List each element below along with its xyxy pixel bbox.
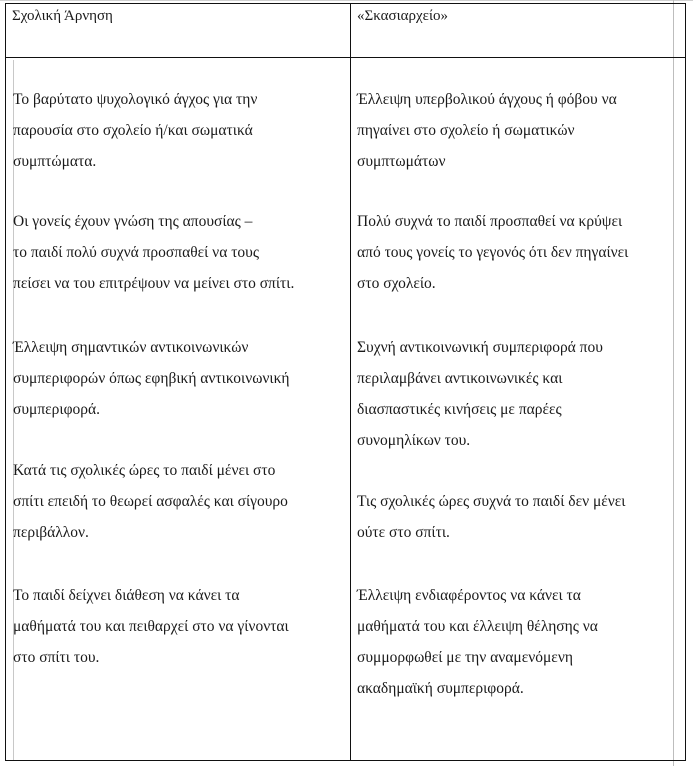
table-cell-right-1: Έλλειψη υπερβολικού άγχους ή φόβου να πηγαίνει στο σχολείο ή σωματικών συμπτωμάτων [357, 91, 617, 170]
table-cell-left-3: Έλλειψη σημαντικών αντικοινωνικών συμπεριφορών όπως εφηβική αντικοινωνική συμπεριφορά. [13, 339, 290, 418]
table-cell-right-3: Συχνή αντικοινωνική συμπεριφορά που περιλαμβάνει αντικοινωνικές και διασπαστικές κινήσεις με παρέες συνομηλίκων του. [357, 339, 603, 449]
table-cell-left-2: Οι γονείς έχουν γνώση της απουσίας – το παιδί πολύ συχνά προσπαθεί να τους πείσει να του επιτρέψουν να μείνει στο σπίτι. [13, 213, 295, 292]
table-cell-left-5: Το παιδί δείχνει διάθεση να κάνει τα μαθήματά του και πειθαρχεί στο να γίνονται στο σπίτι του. [13, 587, 289, 666]
table-cell-left-1: Το βαρύτατο ψυχολογικό άγχος για την παρουσία στο σχολείο ή/και σωματικά συμπτώματα. [13, 91, 258, 170]
header-school-refusal: Σχολική Άρνηση [12, 8, 113, 24]
header-truancy: «Σκασιαρχείο» [357, 8, 448, 24]
table-cell-left-4: Κατά τις σχολικές ώρες το παιδί μένει στο σπίτι επειδή το θεωρεί ασφαλές και σίγουρο περιβάλλον. [13, 462, 288, 541]
table-cell-right-2: Πολύ συχνά το παιδί προσπαθεί να κρύψει από τους γονείς το γεγονός ότι δεν πηγαίνει στο σχολείο. [357, 213, 629, 292]
column-divider [350, 3, 351, 761]
page-edge-guide [0, 0, 693, 1]
table-cell-right-5: Έλλειψη ενδιαφέροντος να κάνει τα μαθήματά του και έλλειψη θέλησης να συμμορφωθεί με την αναμενόμενη ακαδημαϊκή συμπεριφορά. [357, 587, 598, 697]
table-cell-right-4: Τις σχολικές ώρες συχνά το παιδί δεν μένει ούτε στο σπίτι. [357, 493, 626, 541]
